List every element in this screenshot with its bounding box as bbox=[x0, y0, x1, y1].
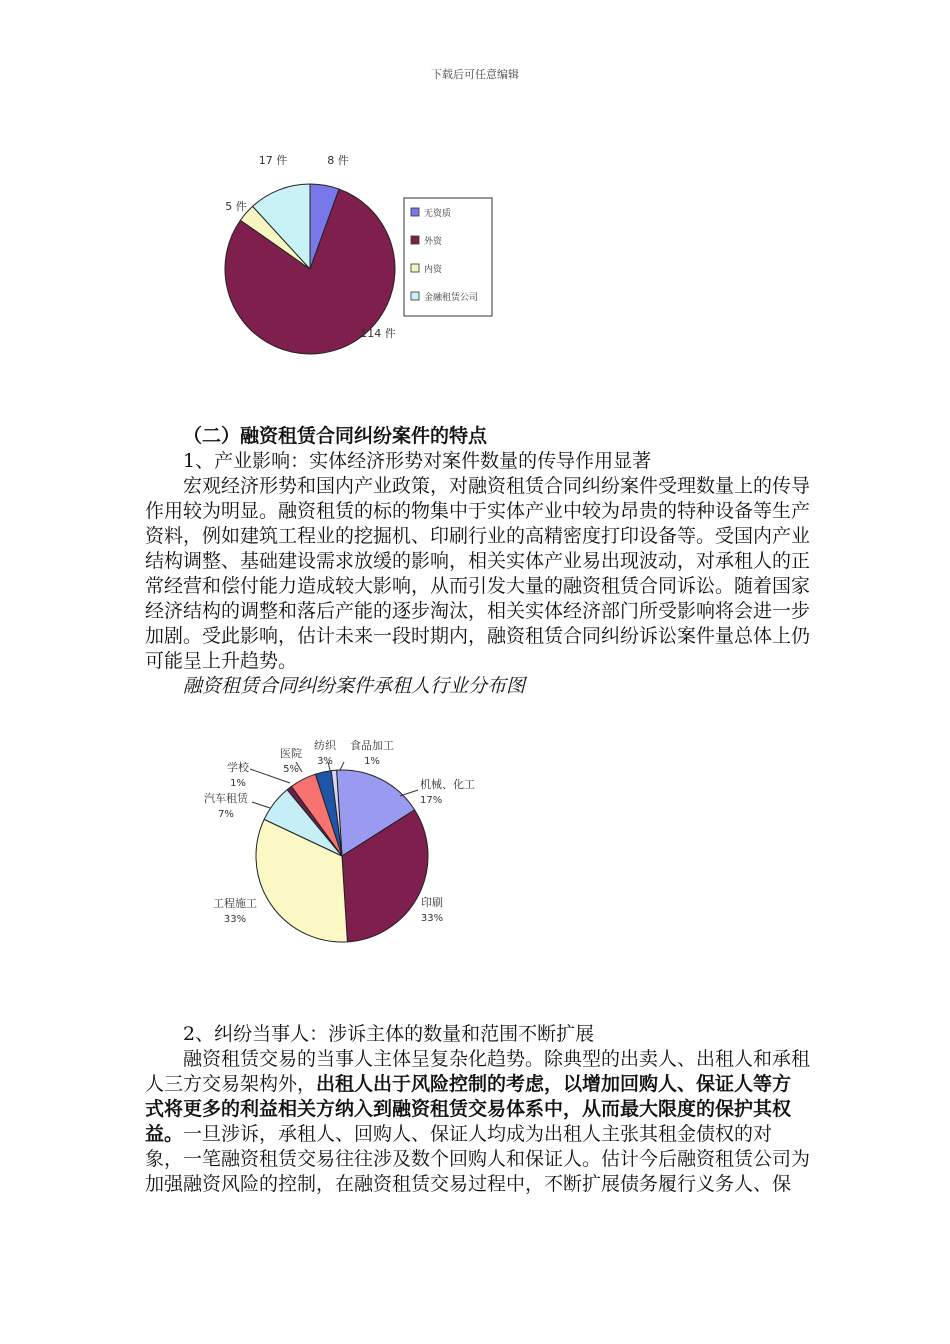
pie2-value-7: 1% bbox=[364, 756, 380, 767]
subheading-1: 1、产业影响：实体经济形势对案件数量的传导作用显著 bbox=[183, 450, 652, 472]
chart-caption: 融资租赁合同纠纷案件承租人行业分布图 bbox=[183, 675, 526, 697]
legend-label-3: 金融租赁公司 bbox=[424, 293, 479, 303]
pie2-value-6: 3% bbox=[317, 756, 333, 767]
pie2-value-3: 7% bbox=[218, 809, 234, 820]
legend-swatch-2 bbox=[411, 264, 419, 272]
page-header: 下载后可任意编辑 bbox=[431, 68, 519, 81]
pie1-value-1: 114 件 bbox=[360, 327, 396, 340]
section-body bbox=[145, 424, 810, 699]
subheading-2: 2、纠纷当事人：涉诉主体的数量和范围不断扩展 bbox=[183, 1023, 595, 1045]
legend-label-0: 无资质 bbox=[424, 209, 452, 219]
pie2-value-0: 17% bbox=[420, 795, 443, 806]
pie1-value-2: 5 件 bbox=[225, 200, 247, 213]
pie2-label-2: 工程施工 bbox=[213, 897, 257, 910]
pie2-label-3: 汽车租赁 bbox=[204, 792, 248, 805]
legend-label-2: 内资 bbox=[424, 265, 443, 275]
pie1-value-3: 17 件 bbox=[258, 154, 288, 167]
paragraph-2 bbox=[145, 1047, 810, 1197]
paragraph-2-text-a: 融资租赁交易的当事人主体呈复杂化趋势。除典型的出卖人、出租人和承租人三方交易架构外， bbox=[145, 1048, 811, 1095]
pie1-value-0: 8 件 bbox=[327, 154, 349, 167]
pie2-label-0: 机械、化工 bbox=[420, 778, 475, 791]
pie2-label-1: 印刷 bbox=[421, 896, 443, 909]
pie2-leader-3 bbox=[252, 802, 270, 808]
section-heading: （二）融资租赁合同纠纷案件的特点 bbox=[183, 425, 488, 447]
pie2-label-6: 纺织 bbox=[314, 739, 336, 752]
pie2-leader-0 bbox=[400, 790, 418, 796]
pie2-value-4: 1% bbox=[230, 778, 246, 789]
pie2-value-5: 5% bbox=[283, 764, 299, 775]
pie2-leader-7 bbox=[340, 762, 344, 770]
legend-label-1: 外资 bbox=[424, 237, 443, 247]
pie2-label-7: 食品加工 bbox=[350, 739, 394, 752]
paragraph-1: 宏观经济形势和国内产业政策，对融资租赁合同纠纷案件受理数量上的传导作用较为明显。融资租赁的标的物集中于实体产业中较为昂贵的特种设备等生产资料，例如建筑工程业的挖掘机、印刷行业的高精密度打印设备等。受国内产业结构调整、基础建设需求放缓的影响，相关实体产业易出现波动，对承租人的正常经营和偿付能力造成较大影响，从而引发大量的融资租赁合同诉讼。随着国家经济结构的调整和落后产能的逐步淘汰，相关实体经济部门所受影响将会进一步加剧。受此影响，估计未来一段时期内，融资租赁合同纠纷诉讼案件量总体上仍可能呈上升趋势。 bbox=[145, 475, 811, 672]
paragraph-2-text-b: 一旦涉诉，承租人、回购人、保证人均成为出租人主张其租金债权的对象，一笔融资租赁交易往往涉及数个回购人和保证人。估计今后融资租赁公司为加强融资风险的控制，在融资租赁交易过程中，不断扩展债务履行义务人、保 bbox=[145, 1123, 811, 1195]
pie-chart-qualification bbox=[225, 153, 396, 354]
legend-swatch-1 bbox=[411, 236, 419, 244]
legend-swatch-3 bbox=[411, 292, 419, 300]
paragraph-2-bold: 出租人出于风险控制的考虑，以增加回购人、保证人等方式将更多的利益相关方纳入到融资租赁交易体系中，从而最大限度的保护其权益。 bbox=[145, 1073, 792, 1145]
legend-swatch-0 bbox=[411, 208, 419, 216]
pie2-value-1: 33% bbox=[420, 913, 444, 924]
pie2-value-2: 33% bbox=[223, 914, 247, 925]
section-body-2 bbox=[145, 1022, 810, 1197]
pie2-label-5: 医院 bbox=[280, 747, 302, 760]
pie-chart-industry bbox=[204, 738, 475, 942]
pie2-label-4: 学校 bbox=[227, 761, 249, 774]
